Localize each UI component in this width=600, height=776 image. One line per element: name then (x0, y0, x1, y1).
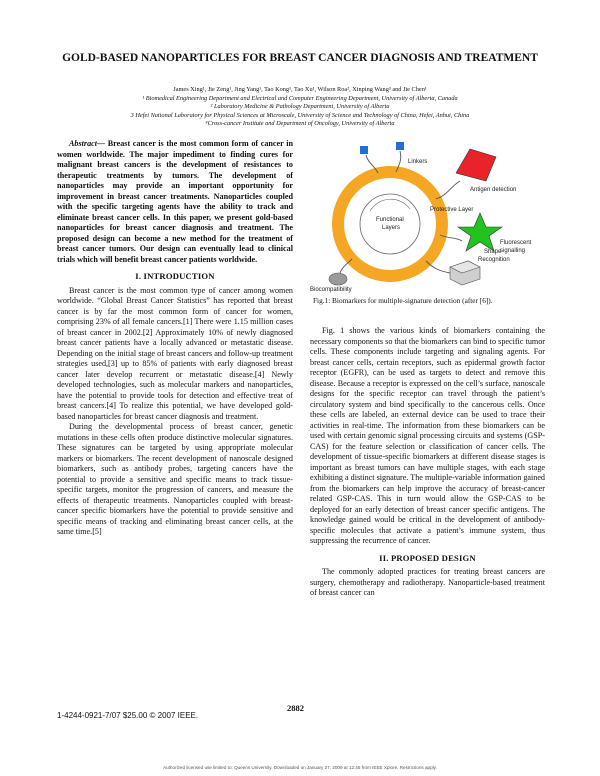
page-number: 2882 (287, 703, 304, 713)
figure-caption: Fig.1: Biomarkers for multiple-signature detection (after [6]). (313, 296, 493, 305)
label-fluorescent-1: Fluorescent (500, 240, 532, 246)
label-functional-1: Functional (376, 217, 404, 223)
intro-paragraph-1: Breast cancer is the most common type of cancer among women worldwide. “Global Breast Cancer Statistics” has reported that breast cancer is by far the most common form of cancer for women, comprising 23% of all female cancers.[1] There were 1.15 million cases of breast cancer in 2002.[2] Approximately 10% of newly diagnosed breast cancer patients have a locally advanced or metastatic disease. Depending on the initial stage of breast cancers and follow-up treatment strategies used,[3] up to 85% of patients with early diagnosed breast cancer later develop recurrent or metastatic disease.[4] Newly developed technologies, such as molecular markers and nanoparticles, have the potential to provide tools for detection and effective treat of breast cancers.[4] To realize this potential, we have developed gold-based nanoparticles for breast cancer diagnosis and treatment. (57, 285, 293, 421)
section-heading-introduction: I. INTRODUCTION (135, 271, 215, 281)
section-heading-proposed-design: II. PROPOSED DESIGN (379, 552, 476, 563)
author-block (40, 86, 560, 129)
copyright-line: 1-4244-0921-7/07 $25.00 © 2007 IEEE. (57, 711, 199, 720)
left-column (57, 139, 293, 538)
antigen-detection-shape (456, 149, 496, 181)
license-notice: Authorized licensed use limited to: Queens University. Downloaded on January 27, 2009 at 12:45 from IEEE Xplore. Restrictions apply. (163, 765, 437, 770)
right-paragraph-2: The commonly adopted practices for treating breast cancers are surgery, chemotherapy and radiotherapy. Nanoparticle-based treatment of breast cancer can (310, 567, 545, 597)
linker-square-2 (396, 142, 404, 150)
paper-title: GOLD-BASED NANOPARTICLES FOR BREAST CANCER DIAGNOSIS AND TREATMENT (62, 52, 538, 64)
label-protective: Protective Layer (430, 207, 474, 213)
label-linkers: Linkers (408, 159, 428, 165)
label-antigen: Antigen detection (470, 187, 517, 193)
fluorescent-star (458, 213, 502, 251)
affiliation-2: ² Laboratory Medicine & Pathology Department, University of Alberta (210, 103, 390, 111)
abstract (57, 139, 293, 265)
label-functional-2: Layers (382, 225, 401, 231)
linker-square-1 (360, 146, 368, 154)
author-names: James Xing¹, Jie Zeng¹, Jing Yang¹, Tao Kong¹, Tao Xu¹, Wilson Roa², Xinping Wang³ and Jie Chen¹ (173, 86, 427, 93)
affiliation-1: ¹ Biomedical Engineering Department and Electrical and Computer Engineering Department, University of Alberta, Canada (142, 94, 458, 102)
right-paragraph-1: Fig. 1 shows the various kinds of biomarkers containing the necessary components so that the biomarkers can bind to specific tumor cells. These components include targeting and signaling agents. For breast cancer cells, certain receptors, such as epidermal growth factor receptor (EGFR), can be used as targets to detect and remove this disease. Because a receptor is expressed on the cell’s surface, nanoscale designs for the specific receptor can travel through the patient’s circulatory system and bind specifically to the cancerous cells. Once these cells are labeled, an external device can be used to trace their activities in real-time. The information from these biomarkers can be used with certain genomic signal processing circuits and systems (GSP-CAS) for the feature selection or classification of cancer cells. The development of tissue-specific biomarkers at different disease stages is important as breast tumors can have multiple stages, with each stage exhibiting a distinct signature. The multiple-variable information gained from the biomarkers can help improve the accuracy of breast-cancer related GSP-CAS. This in turn would allow the GSP-CAS to be deployed for an early detection of breast cancer specific antigens. The knowledge gained would be critical in the development of antibody-specific molecules that activate a patient’s immune system, thus suppressing the recurrence of cancer. (310, 326, 545, 545)
label-shape-2: Recognition (478, 257, 510, 263)
intro-paragraph-2: During the developmental process of breast cancer, genetic mutations in these cells often produce distinctive molecular signatures. These signatures can be targeted by using appropriate molecular markers or biomarkers. The recent development of nanoscale designed biomarkers, such as antibody probes, targeting cancers have the potential to provide a sensitive and specific means to track tissue-specific targets, monitor the progression of cancers, and measure the effects of therapeutic treatments. Nanoparticles coupled with breast-cancer specific biomarkers have the potential to provide sensitive and specific means of tracking and eliminating breast cancer cells, at the same time.[5] (57, 422, 293, 536)
biocompatibility-blob (329, 273, 347, 285)
right-column (310, 326, 545, 599)
affiliation-4: ⁴Cross-cancer Institute and Department of Oncology, University of Alberta (205, 120, 395, 128)
functional-layer-circle (360, 194, 420, 254)
label-fluorescent-2: signalling (500, 248, 526, 254)
abstract-text: — Breast cancer is the most common form of cancer in women worldwide. The major impediment to finding cures for malignant breast cancers is the development of resistances to therapeutic treatments by tumors. The development of nanoparticles may provide an important opportunity for improvement in breast cancer treatments. Nanoparticles coupled with the specific targeting agents have the ability to track and eliminate breast cancer cells. In this paper, we present gold-based nanoparticles for breast cancer diagnosis and treatment. The proposed design can become a new method for the treatment of breast cancer tumors. Our design can eventually lead to clinical trials which will benefit breast cancer patients worldwide. (57, 139, 293, 264)
label-shape-1: Shape (484, 249, 502, 255)
abstract-label: Abstract (69, 139, 97, 148)
biomarker-figure (310, 141, 546, 306)
label-biocompat: Biocompatibility (310, 287, 352, 293)
affiliation-3: 3 Hefei National Laboratory for Physical Sciences at Microscale, University of Science and Technology of China, Hefei, Anhui, China (130, 111, 470, 119)
